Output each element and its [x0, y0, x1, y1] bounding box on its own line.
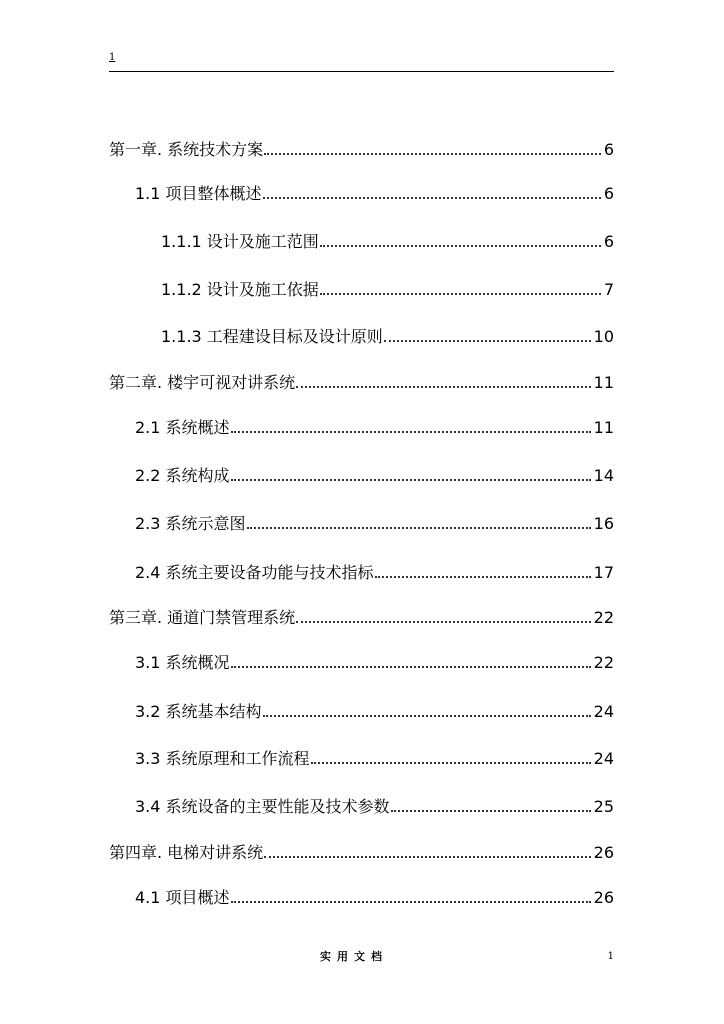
toc-entry-page-number: 17 — [593, 563, 614, 582]
toc-entry-page-number: 16 — [593, 514, 614, 533]
toc-dot-leader — [375, 576, 591, 578]
toc-entry-page-number: 14 — [593, 466, 614, 485]
toc-entry-title: 2.1 系统概述 — [135, 418, 230, 437]
toc-entry-title: 4.1 项目概述 — [135, 888, 230, 907]
toc-entry-3-2[interactable] — [135, 700, 614, 724]
toc-entry-title: 第四章. 电梯对讲系统 — [109, 843, 264, 862]
toc-dot-leader — [391, 810, 591, 812]
toc-dot-leader — [311, 762, 591, 764]
toc-entry-page-number: 11 — [593, 373, 614, 392]
toc-entry-4-1[interactable] — [135, 886, 614, 910]
toc-entry-title: 3.3 系统原理和工作流程 — [135, 749, 310, 768]
toc-entry-2-3[interactable] — [135, 512, 614, 536]
toc-entry-title: 第三章. 通道门禁管理系统 — [109, 608, 296, 627]
toc-entry-chapter-4[interactable] — [109, 841, 614, 865]
footer-page-number: 1 — [607, 951, 614, 962]
toc-entry-title: 2.4 系统主要设备功能与技术指标 — [135, 563, 374, 582]
toc-entry-2-4[interactable] — [135, 561, 614, 585]
toc-entry-title: 3.4 系统设备的主要性能及技术参数 — [135, 797, 390, 816]
toc-entry-title: 1.1 项目整体概述 — [135, 184, 262, 203]
toc-dot-leader — [231, 479, 591, 481]
toc-entry-title: 第二章. 楼宇可视对讲系统 — [109, 373, 296, 392]
toc-dot-leader — [231, 901, 591, 903]
toc-dot-leader — [264, 856, 590, 858]
toc-entry-page-number: 7 — [603, 280, 614, 299]
toc-entry-title: 3.1 系统概况 — [135, 653, 230, 672]
toc-dot-leader — [263, 715, 591, 717]
toc-entry-title: 1.1.2 设计及施工依据 — [161, 280, 319, 299]
toc-entry-page-number: 26 — [593, 888, 614, 907]
toc-entry-2-2[interactable] — [135, 464, 614, 488]
toc-entry-3-3[interactable] — [135, 747, 614, 771]
toc-entry-1-1-1[interactable] — [161, 230, 614, 254]
toc-entry-page-number: 11 — [593, 418, 614, 437]
header-page-number: 1 — [109, 52, 116, 63]
toc-entry-2-1[interactable] — [135, 416, 614, 440]
toc-dot-leader — [263, 197, 601, 199]
toc-dot-leader — [231, 666, 591, 668]
toc-entry-page-number: 6 — [603, 232, 614, 251]
toc-entry-3-4[interactable] — [135, 795, 614, 819]
toc-entry-page-number: 24 — [593, 702, 614, 721]
toc-dot-leader — [264, 153, 601, 155]
toc-entry-page-number: 24 — [593, 749, 614, 768]
footer-label: 实用文档 — [320, 950, 388, 963]
toc-entry-title: 2.2 系统构成 — [135, 466, 230, 485]
toc-entry-3-1[interactable] — [135, 651, 614, 675]
toc-entry-page-number: 6 — [603, 140, 614, 159]
toc-dot-leader — [247, 527, 591, 529]
toc-dot-leader — [296, 386, 590, 388]
toc-entry-title: 1.1.3 工程建设目标及设计原则 — [161, 327, 383, 346]
toc-dot-leader — [384, 340, 591, 342]
toc-entry-title: 第一章. 系统技术方案 — [109, 140, 264, 159]
toc-entry-page-number: 25 — [593, 797, 614, 816]
toc-entry-1-1[interactable] — [135, 182, 614, 206]
toc-entry-page-number: 26 — [593, 843, 614, 862]
toc-entry-1-1-3[interactable] — [161, 325, 614, 349]
toc-entry-page-number: 22 — [593, 653, 614, 672]
toc-entry-chapter-2[interactable] — [109, 371, 614, 395]
toc-entry-chapter-1[interactable] — [109, 138, 614, 162]
toc-entry-title: 3.2 系统基本结构 — [135, 702, 262, 721]
toc-entry-page-number: 22 — [593, 608, 614, 627]
toc-entry-page-number: 6 — [603, 184, 614, 203]
toc-entry-chapter-3[interactable] — [109, 606, 614, 630]
toc-dot-leader — [320, 245, 601, 247]
toc-entry-title: 1.1.1 设计及施工范围 — [161, 232, 319, 251]
toc-entry-1-1-2[interactable] — [161, 278, 614, 302]
toc-dot-leader — [296, 621, 590, 623]
toc-entry-title: 2.3 系统示意图 — [135, 514, 246, 533]
toc-dot-leader — [320, 293, 601, 295]
toc-entry-page-number: 10 — [593, 327, 614, 346]
toc-dot-leader — [231, 431, 591, 433]
